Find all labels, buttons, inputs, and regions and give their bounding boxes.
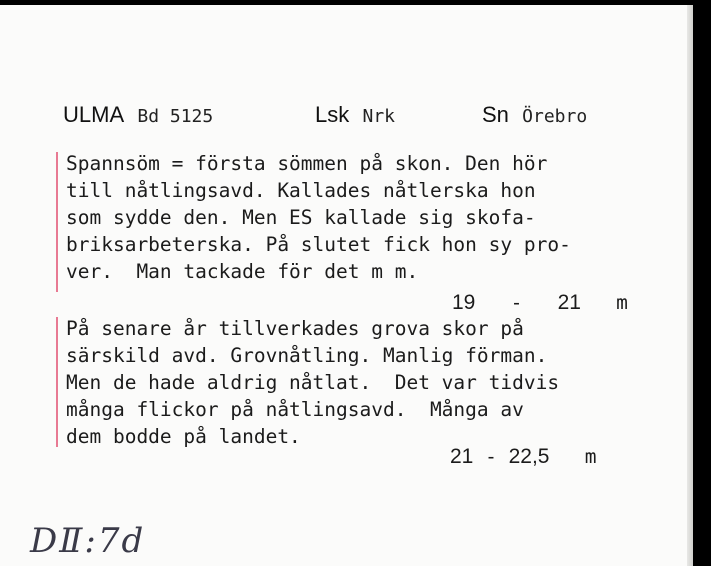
- text-line: dem bodde på landet.: [66, 425, 301, 448]
- range-2: [450, 445, 596, 469]
- sn-field: [482, 102, 587, 128]
- archive-value: Bd 5125: [137, 106, 214, 127]
- range-2-to: 22,5: [508, 445, 550, 468]
- range-1: [452, 291, 628, 315]
- range-1-from: 19: [452, 291, 476, 314]
- range-1-dash: -: [510, 291, 523, 314]
- range-2-dash: -: [485, 445, 497, 468]
- text-line: Spannsöm = första sömmen på skon. Den hör: [66, 152, 548, 175]
- sn-value: Örebro: [522, 106, 588, 127]
- range-2-from: 21: [450, 445, 474, 468]
- handwritten-annotation: DⅡ:7d: [30, 521, 146, 561]
- lsk-value: Nrk: [362, 106, 396, 127]
- text-line: briksarbeterska. På slutet fick hon sy pro-: [66, 233, 571, 256]
- margin-line: [56, 152, 58, 292]
- lsk-label: Lsk: [315, 102, 350, 127]
- archive-label: ULMA: [63, 102, 125, 127]
- archive-field: [63, 102, 213, 128]
- text-line: många flickor på nåtlingsavd. Många av: [66, 398, 524, 421]
- index-card: [0, 5, 693, 566]
- range-2-unit: m: [584, 445, 597, 468]
- text-line: som sydde den. Men ES kallade sig skofa-: [66, 206, 536, 229]
- card-edge: [687, 5, 693, 566]
- margin-line: [56, 317, 58, 447]
- text-line: På senare år tillverkades grova skor på: [66, 317, 524, 340]
- text-line: ver. Man tackade för det m m.: [66, 260, 419, 283]
- text-line: särskild avd. Grovnåtling. Manlig förman.: [66, 344, 548, 367]
- text-line: Men de hade aldrig nåtlat. Det var tidvis: [66, 371, 560, 394]
- range-1-to: 21: [557, 291, 581, 314]
- text-line: till nåtlingsavd. Kallades nåtlerska hon: [66, 179, 536, 202]
- range-1-unit: m: [616, 291, 628, 314]
- sn-label: Sn: [482, 102, 509, 127]
- lsk-field: [315, 102, 395, 128]
